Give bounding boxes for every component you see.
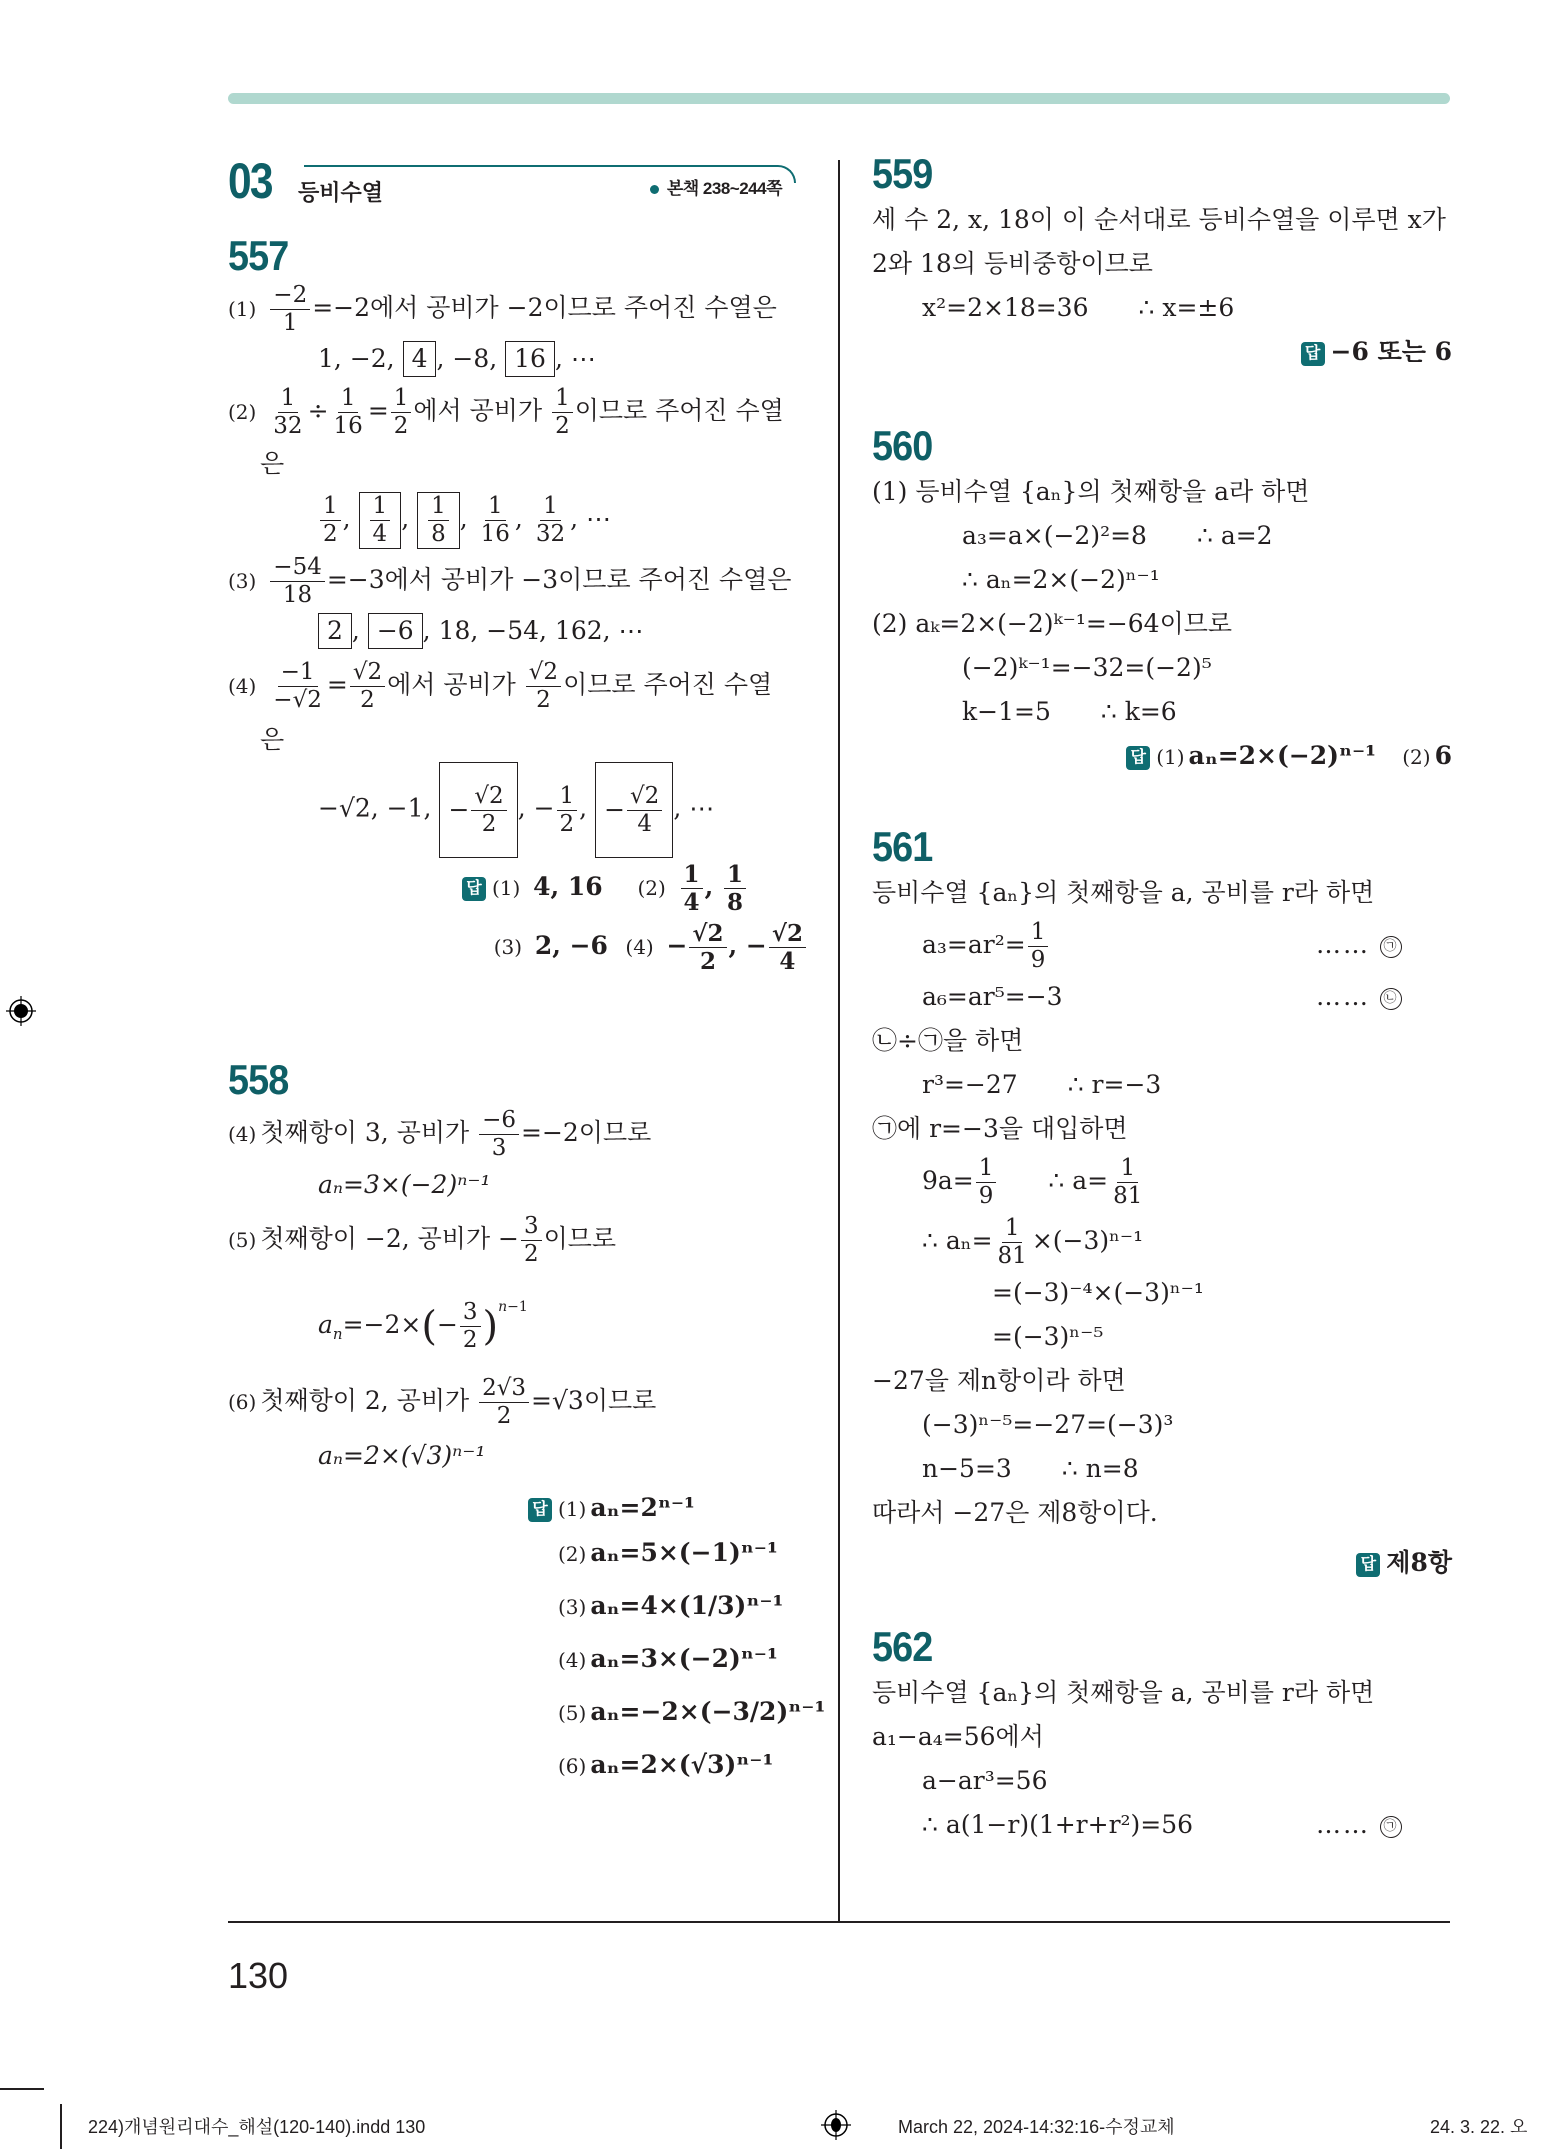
equation xyxy=(872,514,1452,558)
part-label: (4) xyxy=(558,1648,587,1672)
fraction: $\frac{1}{2}$ xyxy=(557,785,578,836)
numerator: 1 xyxy=(320,495,341,521)
problem-number: 558 xyxy=(228,1056,289,1103)
ellipsis: ⋯ xyxy=(586,504,612,533)
equation-text: a₆=ar⁵=−3 xyxy=(922,982,1063,1011)
equation xyxy=(872,1063,1452,1107)
equation xyxy=(872,1211,1452,1271)
equation-text: r³=−27 xyxy=(922,1070,1018,1099)
p557-part1 xyxy=(228,280,808,337)
boxed-answer: $\frac{1}{4}$ xyxy=(359,492,402,549)
p558-answer xyxy=(228,1486,826,1788)
fraction xyxy=(270,556,325,607)
p558-part4 xyxy=(228,1104,808,1163)
statement-text: 에서 공비가 xyxy=(413,396,543,425)
equation: (−3)ⁿ⁻⁵=−27=(−3)³ xyxy=(922,1410,1174,1439)
part-label: (2) xyxy=(637,876,666,900)
equation-text: k−1=5 xyxy=(962,697,1051,726)
equation xyxy=(872,1803,1452,1847)
equation xyxy=(872,286,1452,330)
section-title: 등비수열 xyxy=(298,180,384,205)
p557-part4: (4) $\frac{-1}{-√2}$ = $\frac{√2}{2}$ 에서 공비가 $\frac{√2}{2}$ 이므로 주어진 수열 xyxy=(228,659,773,713)
part-label: (4) xyxy=(625,935,654,959)
answer-value: 4, 16 xyxy=(533,872,603,901)
part-label: (4) xyxy=(228,674,257,698)
term: , −8, xyxy=(436,344,498,373)
problem-562 xyxy=(872,1623,1452,1847)
statement-text: 첫째항이 3, 공비가 xyxy=(260,1118,470,1147)
numerator: 1 xyxy=(976,1157,997,1183)
problem-number: 560 xyxy=(872,422,933,469)
part-label: (6) xyxy=(228,1390,257,1414)
equation xyxy=(872,1447,1452,1491)
dots: …… xyxy=(1316,930,1371,959)
statement-text: 등비수열 {aₙ}의 첫째항을 a, 공비를 r라 하면 xyxy=(872,878,1375,907)
problem-558 xyxy=(228,1056,826,1788)
problem-557 xyxy=(228,232,808,976)
equation: =(−3)ⁿ⁻⁵ xyxy=(992,1322,1104,1351)
equation-text: ∴ a= xyxy=(1048,1166,1109,1195)
denominator: 2 xyxy=(555,413,570,439)
answer-value: 6 xyxy=(1434,741,1452,770)
formula: aₙ=3×(−2)ⁿ⁻¹ xyxy=(318,1170,491,1199)
equation-text: a₃=ar²= xyxy=(922,930,1026,959)
equation-tag xyxy=(1316,915,1402,975)
equation-text: 9a= xyxy=(922,1166,974,1195)
equation-text: x²=2×18=36 xyxy=(922,293,1089,322)
equation-text: ∴ a(1−r)(1+r+r²)=56 xyxy=(922,1810,1194,1839)
answer-badge-icon: 답 xyxy=(1126,746,1150,770)
denominator: 3 xyxy=(491,1135,507,1161)
denominator: 32 xyxy=(273,413,303,439)
statement-text: 은 xyxy=(260,449,285,478)
statement-text: =√3이므로 xyxy=(531,1386,657,1415)
part-label: (1) xyxy=(492,876,521,900)
boxed-answer: $\frac{1}{8}$ xyxy=(417,492,460,549)
file-slug: 224)개념원리대수_해설(120-140).indd 130 xyxy=(88,2117,426,2137)
answer-item xyxy=(528,1576,808,1637)
term: 1, xyxy=(318,344,342,373)
statement-text: 따라서 −27은 제8항이다. xyxy=(872,1498,1158,1527)
boxed-answer: 16 xyxy=(505,341,555,377)
statement-text: (2) aₖ=2×(−2)ᵏ⁻¹=−64이므로 xyxy=(872,609,1233,638)
term: −√2, −1, xyxy=(318,793,432,823)
p559-answer xyxy=(872,330,1452,374)
fraction xyxy=(270,661,325,712)
part-label: (3) xyxy=(558,1595,587,1619)
problem-number: 561 xyxy=(872,823,933,870)
equation: (−2)ᵏ⁻¹=−32=(−2)⁵ xyxy=(962,653,1212,682)
p557-seq2: $\frac{1}{2}$ , $\frac{1}{4}$ , $\frac{1}{8}$ , $\frac{1}{16}$ , $\frac{1}{32}$ , ⋯ xyxy=(228,486,808,552)
part-label: (5) xyxy=(558,1701,587,1725)
statement-text: 이므로 주어진 수열 xyxy=(574,396,784,425)
statement-text: 은 xyxy=(260,725,285,754)
boxed-answer: − $\frac{√2}{4}$ xyxy=(595,762,673,858)
circled-label: ㉠ xyxy=(1380,1816,1402,1838)
boxed-answer: − $\frac{√2}{2}$ xyxy=(439,762,517,858)
fraction xyxy=(270,284,310,335)
boxed-answer: 2 xyxy=(318,613,352,649)
answer-item xyxy=(528,1743,808,1788)
equation-text: ∴ k=6 xyxy=(1100,697,1177,726)
fraction xyxy=(350,661,385,712)
equation: =(−3)⁻⁴×(−3)ⁿ⁻¹ xyxy=(992,1278,1204,1307)
numerator: √2 xyxy=(526,661,561,687)
denominator: −√2 xyxy=(273,687,322,713)
p557-seq4: −√2, −1, − $\frac{√2}{2}$ , − $\frac{1}{2}$ , − $\frac{√2}{4}$ , ⋯ xyxy=(228,762,808,858)
p557-part3 xyxy=(228,552,808,609)
registration-mark-icon xyxy=(821,2110,851,2140)
denominator: 2 xyxy=(536,687,551,713)
denominator: 81 xyxy=(1113,1183,1143,1209)
section-number: 03 xyxy=(228,153,272,209)
term: , ⋯ xyxy=(554,344,596,373)
part-label: (2) xyxy=(558,1542,587,1566)
fraction: $\frac{1}{16}$ xyxy=(480,493,510,547)
right-column xyxy=(872,150,1452,1847)
numerator: 3 xyxy=(521,1215,542,1241)
dots: …… xyxy=(1316,1810,1371,1839)
equation: a−ar³=56 xyxy=(922,1766,1048,1795)
numerator: −1 xyxy=(278,661,318,687)
statement-text: (1) 등비수열 {aₙ}의 첫째항을 a라 하면 xyxy=(872,477,1310,506)
equation-text: a₃=a×(−2)²=8 xyxy=(962,521,1147,550)
denominator: 16 xyxy=(333,413,363,439)
top-decorative-bar xyxy=(228,93,1450,104)
statement-text: 첫째항이 2, 공비가 xyxy=(260,1386,470,1415)
part-label: (5) xyxy=(228,1228,257,1252)
boxed-answer: 4 xyxy=(403,341,437,377)
equation-tag xyxy=(1316,975,1402,1019)
equation xyxy=(872,1151,1452,1211)
answer-value: aₙ=2×(√3)ⁿ⁻¹ xyxy=(590,1750,774,1779)
denominator: 2 xyxy=(360,687,375,713)
answer-item xyxy=(528,1637,808,1682)
part-label: (1) xyxy=(1156,745,1185,769)
answer-badge-icon: 답 xyxy=(528,1498,552,1522)
problem-number: 562 xyxy=(872,1623,933,1670)
answer-value: aₙ=2×(−2)ⁿ⁻¹ xyxy=(1188,741,1377,770)
problem-number: 557 xyxy=(228,232,289,279)
answer-value: 제8항 xyxy=(1386,1548,1452,1577)
statement-text: 등비수열 {aₙ}의 첫째항을 a, 공비를 r라 하면 xyxy=(872,1678,1375,1707)
equation-text: ∴ r=−3 xyxy=(1067,1070,1162,1099)
answer-value: aₙ=2ⁿ⁻¹ xyxy=(590,1493,695,1522)
numerator: −2 xyxy=(270,284,310,310)
p558-part5 xyxy=(228,1207,808,1272)
statement-text: 세 수 2, x, 18이 이 순서대로 등비수열을 이루면 x가 xyxy=(872,205,1446,234)
statement-text: −27을 제n항이라 하면 xyxy=(872,1366,1126,1395)
equation-text: ∴ a=2 xyxy=(1196,521,1273,550)
problem-560 xyxy=(872,422,1452,779)
numerator: √2 xyxy=(350,661,385,687)
denominator: 1 xyxy=(282,310,298,336)
answer-badge-icon: 답 xyxy=(462,877,486,901)
part-label: (4) xyxy=(228,1122,257,1146)
statement-text: 이므로 xyxy=(543,1224,617,1253)
statement-text: =−2이므로 xyxy=(521,1118,652,1147)
equation-text: n−5=3 xyxy=(922,1454,1012,1483)
denominator: 2 xyxy=(496,1403,512,1429)
statement-text: ㉠에 r=−3을 대입하면 xyxy=(872,1114,1128,1143)
formula: aₙ=2×(√3)ⁿ⁻¹ xyxy=(318,1441,486,1470)
circled-label: ㉡ xyxy=(1380,988,1402,1010)
page-number: 130 xyxy=(228,1955,289,1996)
crop-mark xyxy=(0,2088,44,2090)
numerator: 1 xyxy=(391,387,412,413)
equation: ∴ aₙ=2×(−2)ⁿ⁻¹ xyxy=(962,565,1160,594)
column-divider xyxy=(838,160,840,1922)
answer-item xyxy=(528,1486,808,1531)
p557-seq1 xyxy=(228,337,808,381)
p561-answer xyxy=(872,1541,1452,1585)
reference-text: 본책 238~244쪽 xyxy=(666,179,782,198)
fraction xyxy=(320,495,341,546)
p557-answer-2: (3) 2, −6 (4) − $\frac{√2}{2}$ , − $\frac{√2}{4}$ xyxy=(228,917,808,976)
fraction xyxy=(391,387,412,438)
equation-text: ∴ aₙ= xyxy=(922,1226,993,1255)
answer-badge-icon: 답 xyxy=(1301,342,1325,366)
denominator: 9 xyxy=(1030,947,1046,973)
answer-value: 2, −6 xyxy=(534,931,608,960)
fraction: $\frac{1}{32}$ xyxy=(535,493,566,547)
p557-seq3: 2 , −6 , 18, −54, 162, ⋯ xyxy=(228,609,808,653)
problem-561 xyxy=(872,823,1452,1585)
term: , 18, −54, 162, ⋯ xyxy=(422,616,644,645)
denominator: 81 xyxy=(997,1243,1027,1269)
equation xyxy=(872,690,1452,734)
denominator: 2 xyxy=(523,1241,539,1267)
denominator: 9 xyxy=(978,1183,994,1209)
denominator: 2 xyxy=(393,413,409,439)
answer-value: aₙ=−2×(−3/2)ⁿ⁻¹ xyxy=(590,1697,826,1726)
part-label: (2) xyxy=(228,400,257,424)
denominator: 2 xyxy=(323,521,338,547)
circled-label: ㉠ xyxy=(1380,936,1402,958)
p560-answer xyxy=(872,734,1452,779)
part-label: (1) xyxy=(228,297,257,321)
p557-answer: 답 (1) 4, 16 (2) $\frac{1}{4}$ , $\frac{1}{8}$ xyxy=(228,858,808,917)
numerator: 1 xyxy=(1002,1217,1023,1243)
part-label: (1) xyxy=(558,1497,587,1521)
numerator: −54 xyxy=(270,556,325,582)
p557-part2: (2) $\frac{1}{32}$ ÷ $\frac{1}{16}$ = $\frac{1}{2}$ 에서 공비가 $\frac{1}{2}$ 이므로 주어진 수열 xyxy=(228,385,784,439)
equation-tag xyxy=(1316,1803,1402,1847)
part-label: (3) xyxy=(493,935,523,959)
fraction xyxy=(526,661,561,712)
dots: …… xyxy=(1316,982,1371,1011)
statement-text: =−3에서 공비가 −3이므로 주어진 수열은 xyxy=(326,565,792,594)
equation-text: ∴ x=±6 xyxy=(1138,293,1235,322)
p558-part6 xyxy=(228,1369,808,1434)
statement-text: 이므로 주어진 수열 xyxy=(563,670,773,699)
boxed-answer: −6 xyxy=(368,613,423,649)
numerator: 1 xyxy=(552,387,573,413)
problem-559 xyxy=(872,150,1452,374)
timestamp: March 22, 2024-14:32:16-수정교체 xyxy=(898,2117,1175,2137)
problem-number: 559 xyxy=(872,150,933,197)
section-header xyxy=(228,150,808,210)
left-column xyxy=(228,150,826,1788)
denominator: 18 xyxy=(282,582,313,608)
numerator: 1 xyxy=(278,387,299,413)
part-label: (6) xyxy=(558,1754,587,1778)
registration-mark-icon xyxy=(6,996,36,1026)
part-label: (2) xyxy=(1402,745,1431,769)
term: −2, xyxy=(349,344,395,373)
statement-text: =−2에서 공비가 −2이므로 주어진 수열은 xyxy=(312,293,777,322)
answer-item xyxy=(528,1531,808,1576)
answer-value: aₙ=4×(1/3)ⁿ⁻¹ xyxy=(590,1591,784,1620)
numerator: 1 xyxy=(1117,1157,1138,1183)
equation-text: ×(−3)ⁿ⁻¹ xyxy=(1031,1226,1144,1255)
equation xyxy=(872,915,1452,975)
statement-text: a₁−a₄=56에서 xyxy=(872,1722,1044,1751)
statement-text: 에서 공비가 xyxy=(387,670,516,699)
answer-badge-icon: 답 xyxy=(1356,1553,1380,1577)
numerator: 2√3 xyxy=(479,1377,529,1403)
bottom-rule xyxy=(228,1921,1450,1923)
answer-value: aₙ=3×(−2)ⁿ⁻¹ xyxy=(590,1644,778,1673)
formula: $a_n=-2\times(-$ $\frac{3}{2}$ )$^{n-1}$ xyxy=(318,1299,528,1353)
part-label: (3) xyxy=(228,569,257,593)
answer-item xyxy=(528,1682,826,1743)
bullet-icon xyxy=(650,185,659,194)
statement-text: ㉡÷㉠을 하면 xyxy=(872,1026,1024,1055)
equation-text: ∴ n=8 xyxy=(1061,1454,1139,1483)
date-short: 24. 3. 22. 오 xyxy=(1430,2117,1528,2137)
book-reference xyxy=(650,174,782,199)
statement-text: 첫째항이 −2, 공비가 − xyxy=(260,1224,519,1253)
fraction xyxy=(552,387,573,438)
fraction xyxy=(270,387,305,438)
fraction xyxy=(331,387,366,438)
statement-text: 2와 18의 등비중항이므로 xyxy=(872,249,1153,278)
numerator: −6 xyxy=(479,1109,519,1135)
numerator: 1 xyxy=(1028,921,1049,947)
ellipsis: ⋯ xyxy=(689,793,715,823)
answer-value: −6 또는 6 xyxy=(1330,337,1452,366)
answer-value: aₙ=5×(−1)ⁿ⁻¹ xyxy=(590,1538,778,1567)
numerator: 1 xyxy=(338,387,359,413)
equation xyxy=(872,975,1452,1019)
crop-mark xyxy=(60,2104,62,2149)
